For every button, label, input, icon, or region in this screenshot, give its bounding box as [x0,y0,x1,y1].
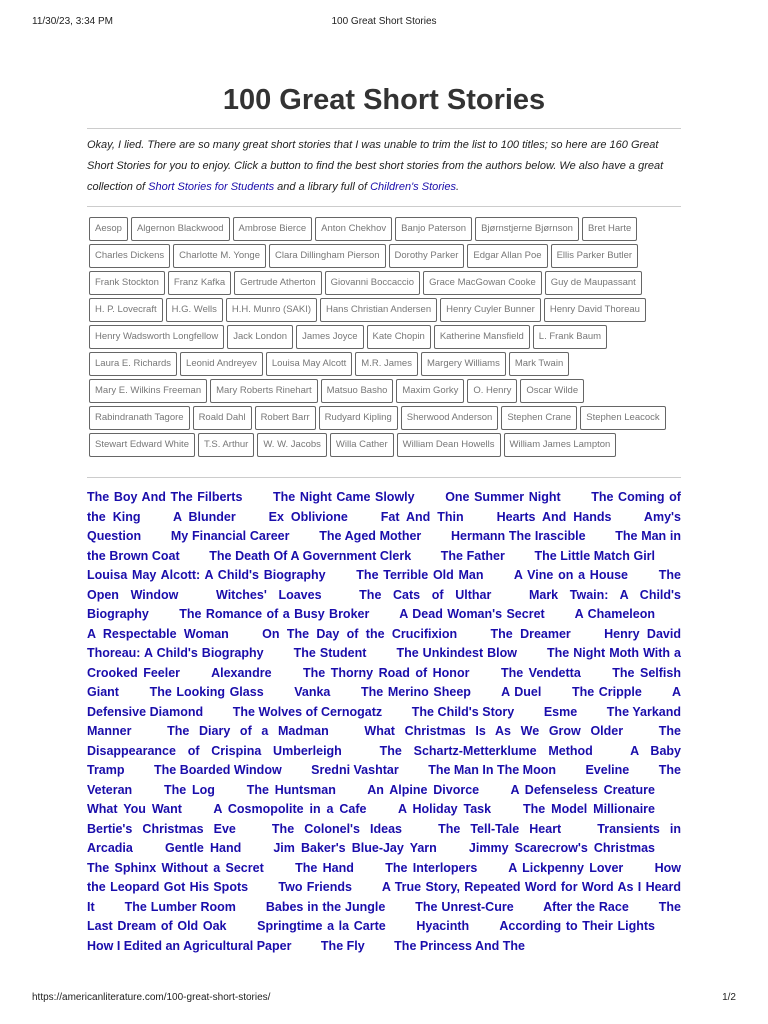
story-link[interactable]: The Veteran [87,763,681,797]
story-link[interactable]: The Coming of the King [87,490,681,524]
author-button[interactable]: Anton Chekhov [315,217,392,241]
story-link[interactable]: The Father [440,548,505,563]
story-link[interactable]: The Fly [320,938,365,953]
story-link[interactable]: How the Leopard Got His Spots [87,860,681,894]
story-link[interactable]: Alexandre [211,665,272,680]
story-link[interactable]: Springtime a la Carte [257,919,386,933]
story-link[interactable]: A Lickpenny Lover [508,860,624,875]
story-link[interactable]: Sredni Vashtar [311,763,399,777]
story-link[interactable]: The Dreamer [490,626,571,641]
author-button[interactable]: Banjo Paterson [395,217,472,241]
intro-text-1: Okay, I lied. There are so many great short stories that I was unable to trim the list to 100 titles; so here are 160 Great Short Stories for you to enjoy. Click a button to find the best short stories from the authors below. We also have a great collection of [87,139,664,193]
story-link[interactable]: What Christmas Is As We Grow Older [364,724,624,738]
author-button-list [87,207,681,469]
author-button[interactable]: L. Frank Baum [533,325,607,349]
story-link[interactable]: Fat And Thin [380,509,464,524]
author-button[interactable]: W. W. Jacobs [257,433,327,457]
story-link[interactable]: Babes in the Jungle [265,899,386,914]
author-button[interactable]: Gertrude Atherton [234,271,322,295]
story-link[interactable]: My Financial Career [170,529,290,543]
story-link[interactable]: A Chameleon [574,607,656,621]
intro-text-2: and a library full of [274,181,371,193]
author-button[interactable]: Stephen Crane [501,406,577,430]
story-link[interactable]: Louisa May Alcott: A Child's Biography [87,568,326,582]
story-link[interactable]: The Tell-Tale Heart [438,821,562,836]
author-button[interactable]: Rudyard Kipling [319,406,398,430]
print-footer [32,992,736,1006]
author-button[interactable]: William Dean Howells [397,433,501,457]
author-button[interactable]: Mary Roberts Rinehart [210,379,318,403]
story-link[interactable]: The Interlopers [385,860,478,875]
author-button[interactable]: Henry Cuyler Bunner [440,298,541,322]
story-link[interactable]: The Log [163,782,215,797]
story-link[interactable]: The Cripple [571,685,642,699]
story-link[interactable]: Amy's Question [87,509,681,543]
story-link[interactable]: A Vine on a House [513,568,628,582]
story-link[interactable]: The Hand [295,860,354,875]
author-button[interactable]: Matsuo Basho [321,379,394,403]
author-button[interactable]: Katherine Mansfield [434,325,530,349]
story-link[interactable]: A Dead Woman's Secret [399,607,545,621]
author-button[interactable]: M.R. James [355,352,418,376]
childrens-stories-link[interactable]: Children's Stories [370,181,456,193]
story-link[interactable]: Eveline [585,763,630,777]
author-button[interactable]: O. Henry [467,379,517,403]
author-button[interactable]: James Joyce [296,325,363,349]
story-link[interactable]: The Man in the Brown Coat [87,529,682,563]
story-link[interactable]: Ex Oblivione [268,509,348,524]
page-title: 100 Great Short Stories [222,84,546,116]
story-link[interactable]: The Boy And The Filberts [87,490,243,504]
story-link[interactable]: The Selfish Giant [87,665,681,699]
story-link[interactable]: Vanka [294,685,331,699]
story-link[interactable]: A Respectable Woman [87,626,229,641]
author-button[interactable]: Frank Stockton [89,271,165,295]
story-link[interactable]: The Death Of A Government Clerk [209,548,412,563]
author-button[interactable]: Ellis Parker Butler [551,244,639,268]
author-button[interactable]: Henry Wadsworth Longfellow [89,325,224,349]
story-link[interactable]: The Student [293,646,367,660]
author-button[interactable]: T.S. Arthur [198,433,254,457]
story-link[interactable]: A Defensive Diamond [87,685,681,719]
print-url: https://americanliterature.com/100-great-short-stories/ [32,992,271,1003]
author-button[interactable]: Grace MacGowan Cooke [423,271,542,295]
story-link[interactable]: According to Their Lights [499,919,655,933]
story-link[interactable]: Two Friends [278,880,352,894]
author-button[interactable]: Hans Christian Andersen [320,298,437,322]
intro-paragraph [87,135,681,198]
short-stories-for-students-link[interactable]: Short Stories for Students [148,181,275,193]
author-button[interactable]: Jack London [227,325,293,349]
story-link[interactable]: The Model Millionaire [523,802,656,816]
story-link[interactable]: The Vendetta [500,665,581,680]
story-link[interactable]: Transients in Arcadia [87,821,681,855]
author-button[interactable]: Dorothy Parker [389,244,465,268]
story-link[interactable]: A Holiday Task [397,802,492,816]
story-link[interactable]: The Night Moth With a Crooked Feeler [87,646,681,680]
story-link[interactable]: The Romance of a Busy Broker [179,607,370,621]
author-button[interactable]: Edgar Allan Poe [467,244,547,268]
story-link[interactable]: The Terrible Old Man [356,568,484,582]
story-link[interactable]: The Yarkand Manner [87,704,682,738]
author-button[interactable]: Kate Chopin [367,325,431,349]
story-link[interactable]: Gentle Hand [164,841,242,855]
author-button[interactable]: Leonid Andreyev [180,352,263,376]
author-button[interactable]: Robert Barr [255,406,316,430]
story-link[interactable]: A Blunder [172,509,236,524]
story-link[interactable]: Jim Baker's Blue-Jay Yarn [273,841,437,855]
story-link[interactable]: A Cosmopolite in a Cafe [213,802,367,816]
story-link[interactable]: The Boarded Window [154,763,282,777]
story-link[interactable]: The Colonel's Ideas [271,821,402,836]
author-button[interactable]: Henry David Thoreau [544,298,646,322]
story-link[interactable]: Hyacinth [416,919,470,933]
author-button[interactable]: Algernon Blackwood [131,217,230,241]
story-link[interactable]: On The Day of the Crucifixion [262,626,458,641]
author-button[interactable]: Louisa May Alcott [266,352,352,376]
story-link[interactable]: A Defenseless Creature [510,782,655,797]
author-button[interactable]: Clara Dillingham Pierson [269,244,386,268]
story-link[interactable]: A Baby Tramp [87,743,681,777]
author-button[interactable]: Stewart Edward White [89,433,195,457]
story-link[interactable]: The Princess And The [394,938,525,953]
story-link[interactable]: The Unrest-Cure [415,899,514,914]
story-link[interactable]: The Man In The Moon [428,763,556,777]
author-button[interactable]: Stephen Leacock [580,406,665,430]
story-link[interactable]: Henry David Thoreau: A Child's Biography [87,626,681,660]
story-link[interactable]: After the Race [543,899,629,914]
author-button[interactable]: Giovanni Boccaccio [325,271,420,295]
story-link[interactable]: The Little Match Girl [534,548,656,563]
author-button[interactable]: Oscar Wilde [520,379,584,403]
story-link[interactable]: The Merino Sheep [361,685,471,699]
author-button[interactable]: Mary E. Wilkins Freeman [89,379,207,403]
author-button[interactable]: Willa Cather [330,433,394,457]
story-link[interactable]: A True Story, Repeated Word for Word As I Heard It [87,880,681,914]
story-link[interactable]: The Schartz-Metterklume Method [379,743,593,758]
story-link[interactable]: The Child's Story [411,704,515,719]
story-link[interactable]: The Unkindest Blow [396,646,517,660]
story-link[interactable]: The Sphinx Without a Secret [87,860,264,875]
author-button[interactable]: Ambrose Bierce [233,217,313,241]
intro-text-3: . [455,181,460,193]
story-link[interactable]: One Summer Night [445,490,561,504]
story-link[interactable]: The Huntsman [246,782,336,797]
story-link[interactable]: The Lumber Room [124,899,236,914]
author-button[interactable]: Franz Kafka [168,271,231,295]
story-link[interactable]: Esme [543,704,578,719]
author-button[interactable]: Bjørnstjerne Bjørnson [475,217,579,241]
author-button[interactable]: Sherwood Anderson [401,406,499,430]
story-link[interactable]: The Night Came Slowly [273,490,415,504]
print-title: 100 Great Short Stories [331,16,437,27]
author-button[interactable]: Mark Twain [509,352,569,376]
author-button[interactable]: Laura E. Richards [89,352,177,376]
author-button[interactable]: Aesop [89,217,128,241]
author-button[interactable]: H. P. Lovecraft [89,298,163,322]
story-link[interactable]: A Duel [501,685,542,699]
print-date: 11/30/23, 3:34 PM [32,16,113,27]
author-button[interactable]: H.G. Wells [166,298,223,322]
story-link[interactable]: Hearts And Hands [496,509,612,524]
main-content [87,80,681,956]
story-link[interactable]: An Alpine Divorce [367,782,480,797]
story-link[interactable]: Witches' Loaves [216,587,322,602]
print-header [32,16,736,30]
story-link[interactable]: Bertie's Christmas Eve [87,821,236,836]
divider [87,128,681,129]
story-link[interactable]: The Open Window [87,568,681,602]
author-button[interactable]: Rabindranath Tagore [89,406,190,430]
page-number: 1/2 [722,992,736,1003]
story-link[interactable]: The Thorny Road of Honor [303,665,470,680]
author-button[interactable]: William James Lampton [504,433,617,457]
story-link[interactable]: The Last Dream of Old Oak [87,899,681,933]
author-button[interactable]: Charlotte M. Yonge [173,244,266,268]
author-button[interactable]: Charles Dickens [89,244,170,268]
story-link[interactable]: The Wolves of Cernogatz [232,704,383,719]
story-link[interactable]: Hermann The Irascible [451,529,586,543]
author-button[interactable]: Bret Harte [582,217,637,241]
story-link[interactable]: The Disappearance of Crispina Umberleigh [87,724,681,758]
story-link-list [87,488,681,956]
story-link[interactable]: How I Edited an Agricultural Paper [87,938,292,953]
author-button[interactable]: Roald Dahl [193,406,252,430]
author-button[interactable]: Maxim Gorky [396,379,464,403]
story-link[interactable]: The Aged Mother [319,529,422,543]
author-button[interactable]: H.H. Munro (SAKI) [226,298,317,322]
story-link[interactable]: The Cats of Ulthar [359,587,492,602]
story-link[interactable]: The Diary of a Madman [167,724,329,738]
author-button[interactable]: Guy de Maupassant [545,271,642,295]
story-link[interactable]: Jimmy Scarecrow's Christmas [468,841,656,855]
author-button[interactable]: Margery Williams [421,352,506,376]
story-link[interactable]: The Looking Glass [149,685,264,699]
divider [87,477,681,478]
story-link[interactable]: Mark Twain: A Child's Biography [87,587,681,621]
story-link[interactable]: What You Want [87,802,182,816]
